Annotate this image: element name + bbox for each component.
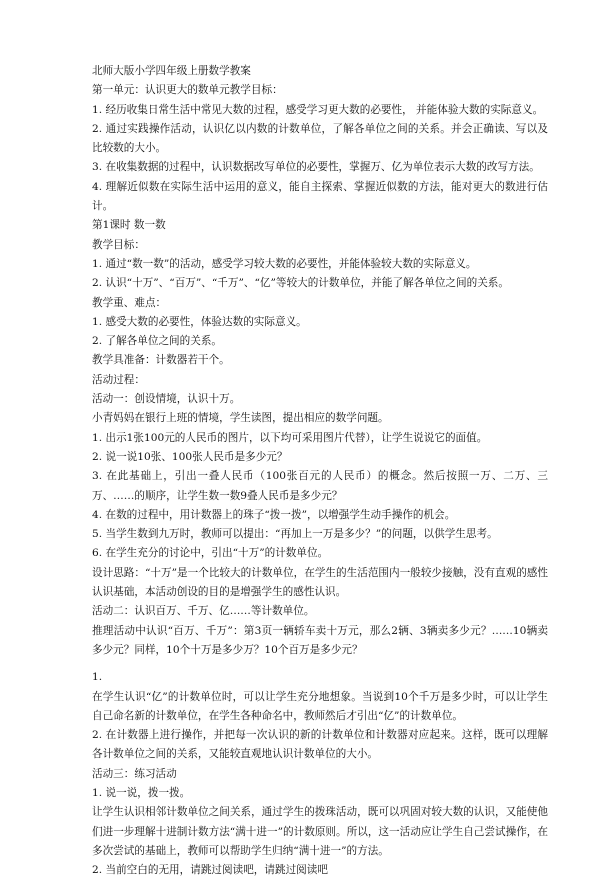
text-line: 教学目标：: [92, 238, 145, 251]
text-line: 活动过程：: [92, 373, 145, 386]
text-line: 1.: [92, 671, 103, 684]
text-line: 6. 在学生充分的讨论中，引出“十万”的计数单位。: [92, 547, 329, 560]
text-line: 2. 当前空白的无用，请跳过阅读吧，请跳过阅读吧: [92, 864, 328, 877]
text-line: 让学生认识相邻计数单位之间关系，通过学生的拨珠活动，既可以巩固对较大数的认识，又能使他们进一步理解十进制计数方法“满十进一”的计数原则。所以，这一活动应让学生自己尝试操作，在多次尝试的基础上，教师可以帮助学生归纳“满十进一”的方法。: [92, 806, 548, 857]
spacer: [92, 660, 548, 668]
text-line: 教学重、难点：: [92, 296, 167, 309]
text-line: 1. 感受大数的必要性，体验达数的实际意义。: [92, 315, 307, 328]
text-line: 1. 出示1张100元的人民币的图片，以下均可采用图片代替），让学生说说它的面值。: [92, 431, 488, 444]
text-line: 活动一：创设情境，认识十万。: [92, 393, 241, 406]
text-line: 设计思路：“十万”是一个比较大的计数单位，在学生的生活范围内一般较少接触，没有直观的感性认识基础，本活动创设的目的是增强学生的感性认识。: [92, 566, 548, 599]
text-line: 1. 说一说，拨一拨。: [92, 786, 191, 799]
text-line: 活动二：认识百万、千万、亿……等计数单位。: [92, 605, 315, 618]
text-line: 教学具准备：计数器若干个。: [92, 354, 230, 367]
text-line: 第1课时 数一数: [92, 219, 166, 232]
text-line: 第一单元：认识更大的数单元教学目标：: [92, 84, 283, 97]
text-line: 2. 认识“十万”、“百万”、“千万”、“亿”等较大的计数单位，并能了解各单位之间的关系。: [92, 277, 509, 290]
text-line: 在学生认识“亿”的计数单位时，可以让学生充分地想象。当说到10个千万是多少时，可以让学生自己命名新的计数单位，在学生各种命名中，教师然后才引出“亿”的计数单位。: [92, 690, 548, 722]
document-title: 北师大版小学四年级上册数学教案: [92, 65, 251, 77]
text-line: 3. 在收集数据的过程中，认识数据改写单位的必要性，掌握万、亿为单位表示大数的改写方法。: [92, 161, 540, 174]
text-line: 推理活动中认识“百万、千万”：第3页一辆轿车卖十万元，那么2辆、3辆卖多少元？……10辆卖多少元？同样，10个十万是多少万？10个百万是多少元？: [92, 624, 548, 656]
text-line: 3. 在此基础上，引出一叠人民币（100张百元的人民币）的概念。然后按照一万、二万、三万、……的顺序，让学生数一数9叠人民币是多少元？: [92, 470, 548, 502]
text-line: 活动三：练习活动: [92, 767, 177, 780]
text-line: 4. 在数的过程中，用计数器上的珠子“拨一拨”，以增强学生动手操作的机会。: [92, 508, 456, 521]
text-line: 1. 通过“数一数”的活动，感受学习较大数的必要性，并能体验较大数的实际意义。: [92, 257, 477, 270]
text-line: 2. 在计数器上进行操作，并把每一次认识的新的计数单位和计数器对应起来。这样，既可以理解各计数单位之间的关系，又能较直观地认识计数单位的大小。: [92, 729, 548, 761]
text-line: 1. 经历收集日常生活中常见大数的过程，感受学习更大数的必要性， 并能体验大数的实际意义。: [92, 103, 544, 116]
text-line: 4. 理解近似数在实际生活中运用的意义，能自主探索、掌握近似数的方法，能对更大的数进行估计。: [92, 180, 548, 213]
text-line: 小青妈妈在银行上班的情境，学生读图，提出相应的数学问题。: [92, 412, 389, 425]
text-line: 5. 当学生数到九万时，教师可以提出：“再加上一万是多少？”的问题，以供学生思考。: [92, 528, 498, 541]
text-line: 2. 说一说10张、100张人民币是多少元？: [92, 450, 288, 463]
text-line: 2. 了解各单位之间的关系。: [92, 335, 223, 348]
text-line: 2. 通过实践操作活动，认识亿以内数的计数单位，了解各单位之间的关系。并会正确读、写以及比较数的大小。: [92, 122, 548, 155]
